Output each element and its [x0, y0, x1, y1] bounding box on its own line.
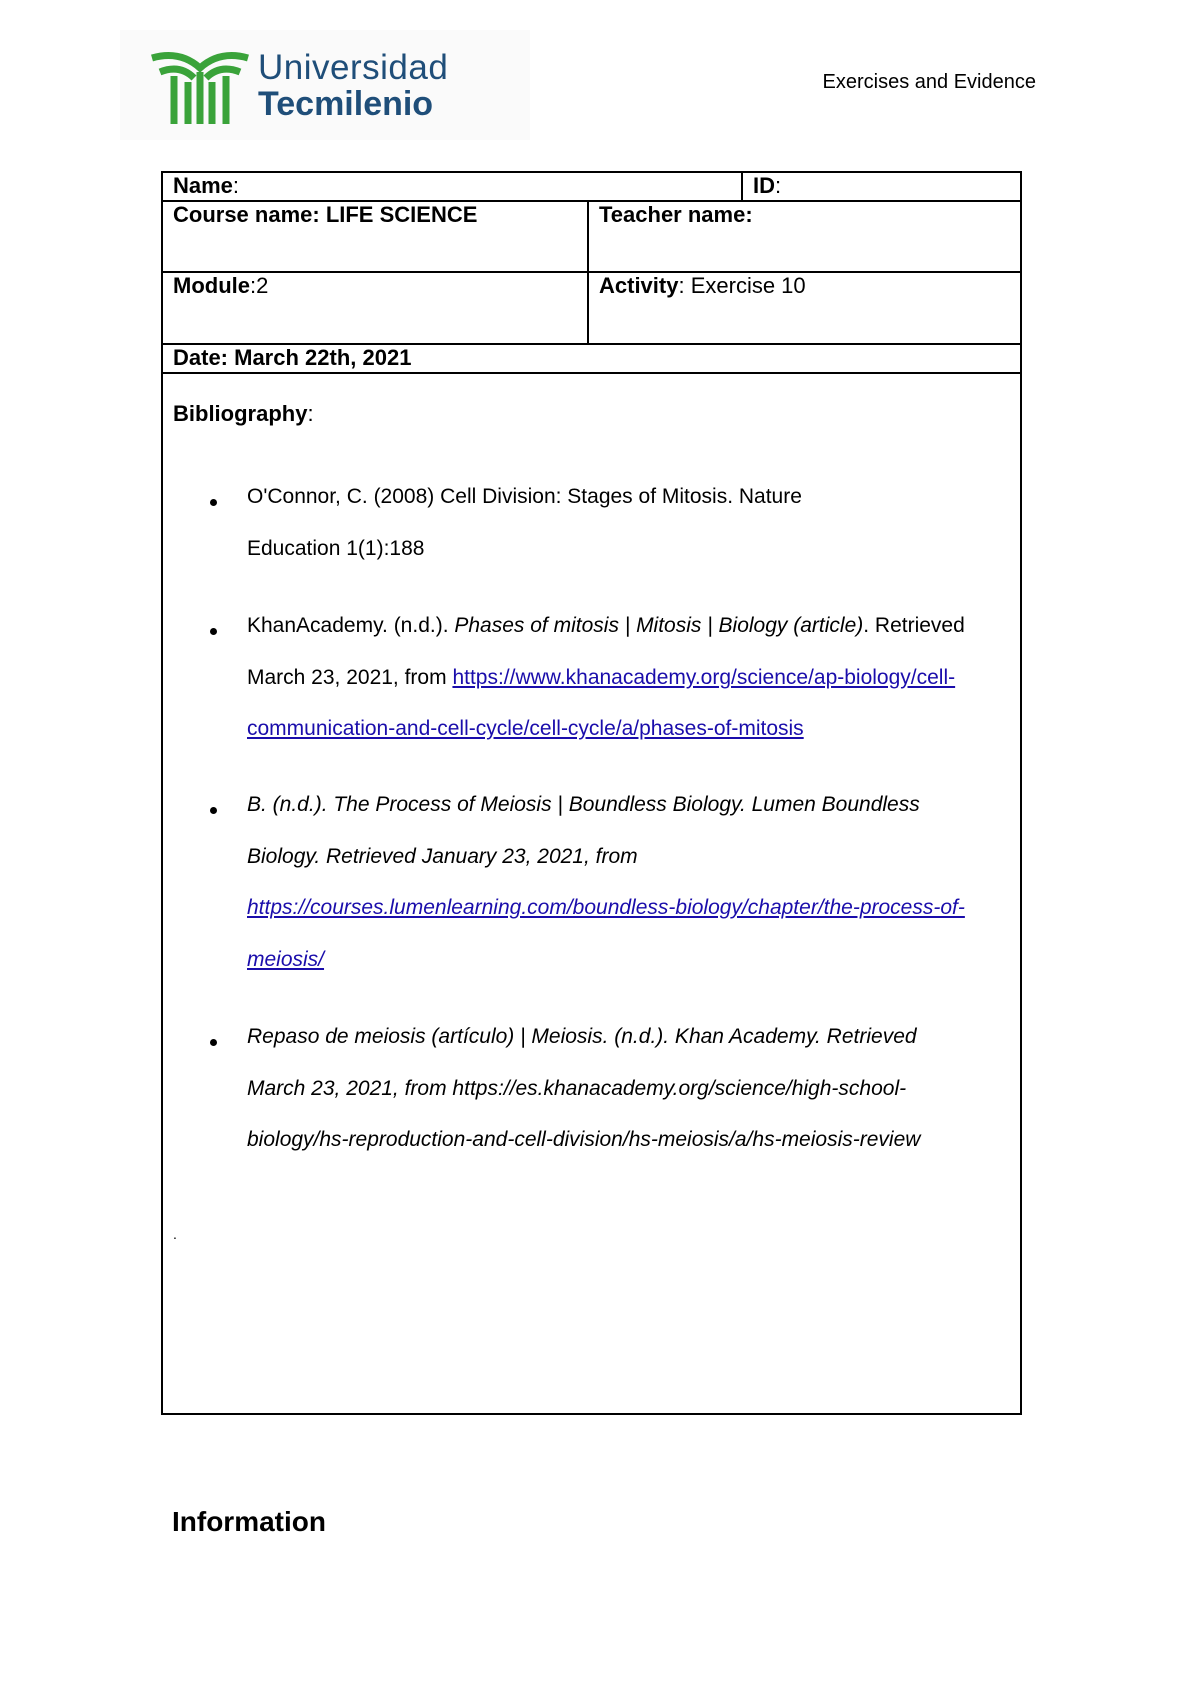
information-heading: Information — [172, 1506, 326, 1537]
id-cell[interactable] — [743, 173, 1020, 200]
logo-arches-icon — [150, 46, 250, 124]
reference-date: March 23, 2021, from — [247, 666, 453, 689]
reference-line: biology/hs-reproduction-and-cell-division/hs-meiosis/a/hs-meiosis-review — [247, 1128, 921, 1151]
header-title: Exercises and Evidence — [822, 71, 1036, 93]
reference-line: Education 1(1):188 — [247, 537, 425, 560]
date-cell[interactable]: Date: March 22th, 2021 — [173, 345, 412, 370]
bullet-icon — [210, 499, 217, 506]
bibliography-title — [173, 401, 314, 427]
reference-line — [247, 896, 965, 920]
id-separator: : — [775, 173, 782, 198]
activity-form — [161, 171, 1022, 1415]
reference-line: March 23, 2021, from https://es.khanacademy.org/science/high-school- — [247, 1077, 907, 1100]
logo-line-2: Tecmilenio — [258, 85, 434, 123]
reference-line — [247, 948, 324, 972]
module-cell[interactable] — [163, 273, 587, 343]
reference-line: O'Connor, C. (2008) Cell Division: Stages of Mitosis. Nature — [247, 485, 802, 508]
reference-link[interactable]: https://www.khanacademy.org/science/ap-biology/cell- — [452, 666, 956, 689]
activity-cell[interactable] — [589, 273, 1020, 343]
bibliography-title-sep: : — [307, 401, 314, 426]
reference-title: Phases of mitosis | Mitosis | Biology (article) — [454, 614, 864, 637]
activity-value: : Exercise 10 — [678, 273, 806, 298]
reference-link[interactable]: communication-and-cell-cycle/cell-cycle/a/phases-of-mitosis — [247, 717, 804, 740]
course-row — [163, 202, 1020, 273]
reference-line — [247, 717, 804, 741]
course-name-cell[interactable]: Course name: LIFE SCIENCE — [173, 202, 478, 227]
bibliography-section — [163, 373, 1020, 1413]
name-label: Name — [173, 173, 233, 198]
university-logo — [120, 30, 530, 140]
logo-line-1: Universidad — [258, 48, 449, 87]
teacher-name-cell[interactable]: Teacher name: — [599, 202, 753, 227]
name-cell[interactable] — [163, 173, 743, 200]
reference-line: Biology. Retrieved January 23, 2021, from — [247, 845, 638, 868]
date-row — [163, 345, 1020, 374]
name-separator: : — [232, 173, 240, 198]
logo-wordmark — [258, 50, 448, 121]
bullet-icon — [210, 628, 217, 635]
name-row — [163, 173, 1020, 202]
bibliography-title-text: Bibliography — [173, 401, 308, 426]
module-label: Module — [173, 273, 250, 298]
trailing-dot: . — [173, 1226, 177, 1242]
reference-line: Repaso de meiosis (artículo) | Meiosis. (n.d.). Khan Academy. Retrieved — [247, 1025, 917, 1048]
id-label: ID — [753, 173, 775, 198]
module-value: :2 — [250, 273, 269, 298]
module-row — [163, 273, 1020, 345]
reference-link[interactable]: meiosis/ — [247, 948, 325, 971]
reference-line — [247, 614, 965, 638]
reference-author: KhanAcademy. (n.d.). — [247, 614, 455, 637]
reference-line — [247, 666, 955, 690]
bullet-icon — [210, 807, 217, 814]
activity-label: Activity — [599, 273, 679, 298]
bullet-icon — [210, 1039, 217, 1046]
reference-retrieved: . Retrieved — [863, 614, 965, 637]
reference-line: B. (n.d.). The Process of Meiosis | Boundless Biology. Lumen Boundless — [247, 793, 920, 816]
reference-link[interactable]: https://courses.lumenlearning.com/boundless-biology/chapter/the-process-of- — [247, 896, 965, 919]
